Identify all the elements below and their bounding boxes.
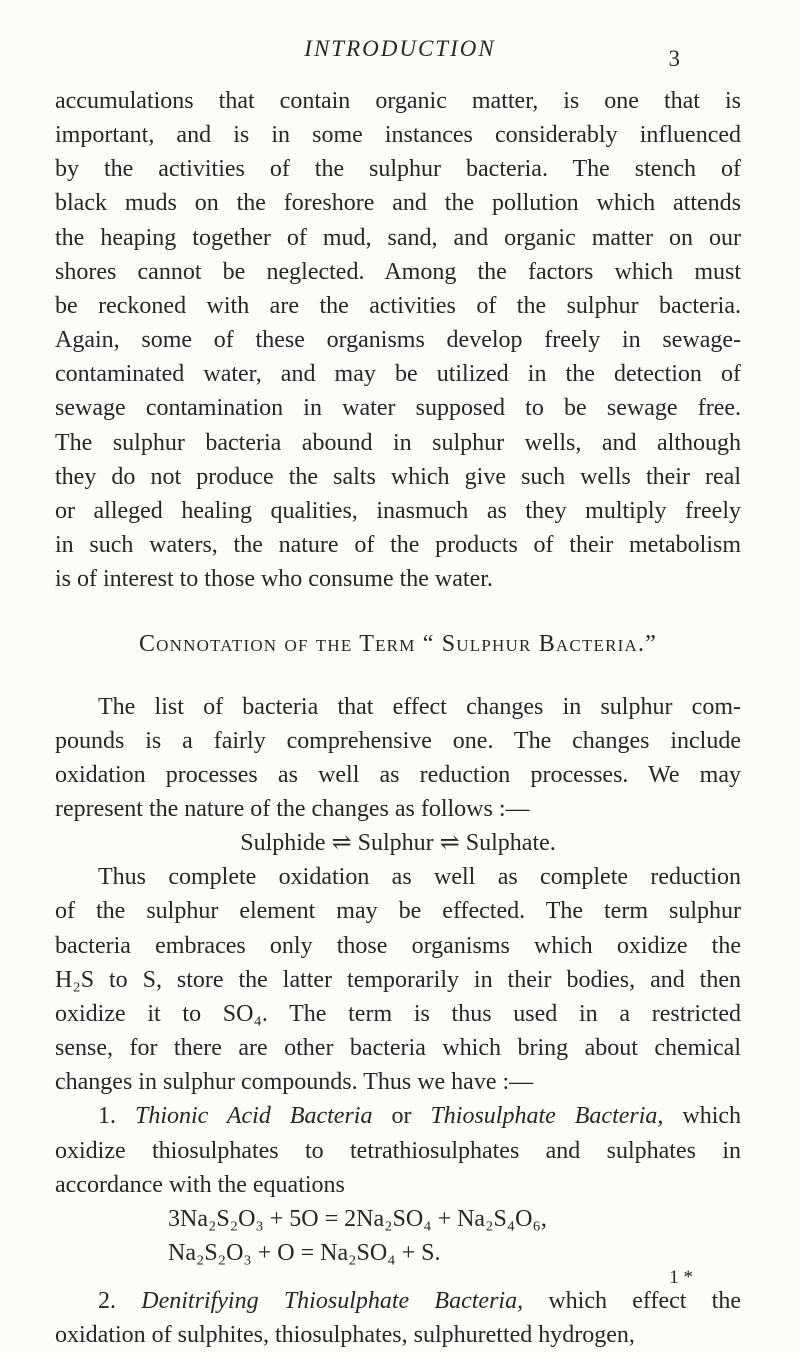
text-line: the heaping together of mud, sand, and organic matter on our	[55, 224, 741, 251]
text-line: The list of bacteria that effect changes in sulphur com-	[98, 693, 741, 720]
chemical-equation: Na₂S₂O₃ + O = Na₂SO₄ + S.	[168, 1240, 441, 1266]
text-line: oxidation of sulphites, thiosulphates, sulphuretted hydrogen,	[55, 1322, 635, 1349]
text-line: is of interest to those who consume the water.	[55, 566, 493, 593]
text-line: contaminated water, and may be utilized in the detection of	[55, 361, 741, 388]
text-line: in such waters, the nature of the products of their metabolism	[55, 532, 741, 559]
item-number: 1.	[98, 1103, 116, 1130]
text-line: oxidation processes as well as reduction processes. We may	[55, 761, 741, 788]
text-line: accordance with the equations	[55, 1171, 345, 1198]
text-line: shores cannot be neglected. Among the factors which must	[55, 258, 741, 285]
connector-word: or	[391, 1103, 412, 1130]
text-line: by the activities of the sulphur bacteria. The stench of	[55, 156, 741, 183]
text-line: changes in sulphur compounds. Thus we have :—	[55, 1069, 534, 1096]
text-line: The sulphur bacteria abound in sulphur wells, and although	[55, 429, 741, 456]
signature-mark: 1 *	[669, 1267, 693, 1288]
item-title: Thionic Acid Bacteria	[134, 1103, 373, 1130]
item-text: which effect the	[548, 1288, 742, 1315]
text-line: Thus complete oxidation as well as complete reduction	[98, 864, 741, 891]
sulphur-cycle-equation: Sulphide ⇌ Sulphur ⇌ Sulphate.	[240, 830, 556, 857]
text-line: oxidize thiosulphates to tetrathiosulphates and sulphates in	[55, 1137, 741, 1164]
item-number: 2.	[98, 1288, 116, 1315]
section-heading: Connotation of the Term “ Sulphur Bacteria.”	[138, 631, 658, 658]
text-line: H₂S to S, store the latter temporarily in their bodies, and then	[55, 966, 741, 993]
text-line: represent the nature of the changes as follows :—	[55, 795, 530, 822]
page-header	[0, 36, 800, 76]
item-title-alt: Thiosulphate Bacteria,	[430, 1103, 664, 1130]
text-line	[55, 1099, 741, 1133]
text-line: accumulations that contain organic matter, is one that is	[55, 88, 741, 114]
text-line: or alleged healing qualities, inasmuch as they multiply freely	[55, 497, 741, 524]
text-line: oxidize it to SO₄. The term is thus used in a restricted	[55, 1000, 741, 1027]
body-text	[55, 84, 741, 1352]
text-line: pounds is a fairly comprehensive one. The changes include	[55, 727, 741, 754]
text-line: important, and is in some instances considerably influenced	[55, 122, 741, 149]
item-title: Denitrifying Thiosulphate Bacteria,	[141, 1288, 524, 1315]
text-line: they do not produce the salts which give such wells their real	[55, 463, 741, 490]
text-line: Again, some of these organisms develop freely in sewage-	[55, 327, 741, 354]
paragraph-2	[55, 690, 741, 827]
text-line: sense, for there are other bacteria which bring about chemical	[55, 1035, 741, 1062]
running-title: INTRODUCTION	[304, 36, 496, 61]
item-text: which	[682, 1103, 742, 1130]
paragraph-3	[55, 860, 741, 1099]
text-line: sewage contamination in water supposed to be sewage free.	[55, 395, 741, 422]
page-number: 3	[668, 46, 680, 71]
paragraph-1	[55, 84, 741, 596]
text-line	[55, 1284, 741, 1318]
text-line: of the sulphur element may be effected. The term sulphur	[55, 898, 741, 925]
text-line: black muds on the foreshore and the pollution which attends	[55, 190, 741, 217]
chemical-equation: 3Na₂S₂O₃ + 5O = 2Na₂SO₄ + Na₂S₄O₆,	[168, 1205, 547, 1232]
list-item-2	[55, 1284, 741, 1352]
list-item-1	[55, 1099, 741, 1201]
text-line: bacteria embraces only those organisms which oxidize the	[55, 932, 741, 959]
text-line: be reckoned with are the activities of the sulphur bacteria.	[55, 292, 741, 319]
